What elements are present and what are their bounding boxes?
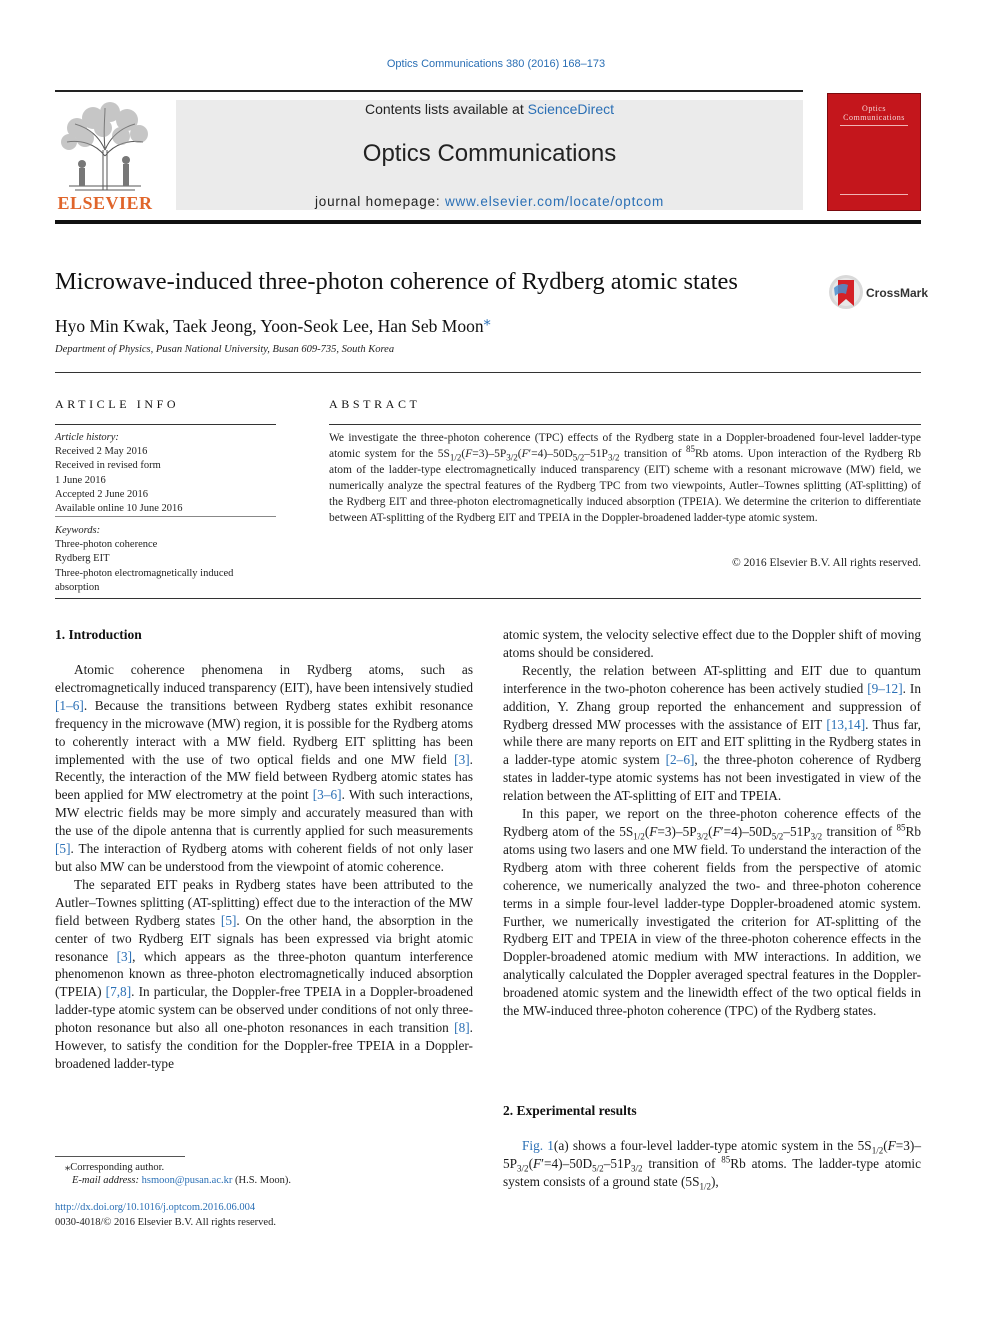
reference-link[interactable]: [3]	[116, 948, 133, 964]
history-label: Article history:	[55, 432, 119, 443]
keyword: absorption	[55, 581, 100, 593]
journal-citation[interactable]: Optics Communications 380 (2016) 168–173	[386, 58, 606, 70]
reference-link[interactable]: [9–12]	[867, 680, 903, 696]
issn-line: 0030-4018/© 2016 Elsevier B.V. All rights reserved.	[55, 1217, 276, 1228]
results-paragraph: Fig. 1(a) shows a four-level ladder-type atomic system in the $5S_{1/2}(F=3)-5P_{3/2}(F'=4)-50D_{5/2}-51P_{3/2}$ transition of $^{85}$Rb atoms. The ladder-type atomic system consists of a ground state $(5S_{1/2})$,	[503, 1138, 922, 1192]
body-column-right: atomic system, the velocity selective effect due to the Doppler shift of moving atoms should be considered. Recently, the relation between AT-splitting and EIT due to quantum interference in the two-photon coherence has been actively studied [9–12]. In addition, Y. Zhang group reported the enhancement and suppression of Rydberg dressed MW processes with the assistance of EIT [13,14]. Thus far, while there are many reports on EIT and EIT splitting in the Rydberg states in a ladder-type atomic system [2–6], the three-photon coherence of Rydberg states in ladder-type atomic systems has not been investigated in view of the relation between the AT-splitting of EIT and TPEIA. In this paper, we report on the three-photon coherence effects of the Rydberg atom of the $5S_{1/2}(F=3)-5P_{3/2}(F'=4)-50D_{5/2}-51P_{3/2}$ transition of $^{85}$Rb atoms using two lasers and one MW field. To understand the interaction of the Rydberg atom with three coherent fields from the perspective of atomic coherence, we numerically analyzed the two- and three-photon coherence terms in a simple four-level ladder-type Doppler-broadened atomic system. Further, we numerically investigated the criterion for AT-splitting of the Rydberg EIT and TPEIA in view of the three-photon coherence effects in the Doppler-broadened atomic medium with MW interactions. In addition, we analytically calculated the Doppler averaged spectral features in the Doppler-broadened atomic system and the linewidth effect of the two optical fields in the MW-induced three-photon coherence (TPC) of the Rydberg states.	[503, 627, 921, 1019]
title-divider	[55, 372, 921, 373]
keyword: Three-photon electromagnetically induced	[55, 567, 234, 579]
article-info-rule	[55, 424, 276, 425]
header-top-rule	[55, 90, 803, 92]
abstract-bottom-rule	[55, 598, 921, 599]
history-item: Accepted 2 June 2016	[55, 488, 149, 500]
publisher-wordmark: ELSEVIER	[57, 193, 153, 213]
cover-title-line2: Communications	[843, 113, 905, 122]
reference-link[interactable]: [2–6]	[665, 752, 695, 768]
homepage-link[interactable]: www.elsevier.com/locate/optcom	[444, 194, 665, 209]
reference-link[interactable]: [5]	[220, 912, 237, 928]
section-heading-introduction: 1. Introduction	[55, 627, 142, 642]
crossmark-label[interactable]: CrossMark	[866, 286, 929, 300]
author-list: Hyo Min Kwak, Taek Jeong, Yoon-Seok Lee, Han Seb Moon⁎	[55, 314, 491, 336]
cover-title-line1: Optics	[862, 104, 886, 113]
corresponding-author-note: ⁎Corresponding author.	[65, 1162, 165, 1173]
reference-link[interactable]: [5]	[55, 841, 71, 857]
sciencedirect-link[interactable]: ScienceDirect	[527, 101, 614, 117]
reference-link[interactable]: [1–6]	[55, 697, 84, 713]
reference-link[interactable]: [3]	[454, 751, 470, 767]
keyword: Three-photon coherence	[55, 539, 158, 551]
doi-link[interactable]: http://dx.doi.org/10.1016/j.optcom.2016.06.004	[55, 1202, 256, 1213]
cover-rule	[840, 194, 908, 195]
contents-line: Contents lists available at ScienceDirect	[364, 101, 614, 117]
article-history	[55, 431, 276, 516]
journal-name: Optics Communications	[362, 140, 617, 167]
email-line: E-mail address: hsmoon@pusan.ac.kr (H.S. Moon).	[72, 1175, 291, 1186]
history-rule	[55, 516, 276, 517]
abstract-heading: ABSTRACT	[329, 397, 421, 411]
journal-homepage: journal homepage: www.elsevier.com/locate/optcom	[314, 194, 665, 209]
article-info-heading: ARTICLE INFO	[55, 397, 180, 411]
section-heading-results: 2. Experimental results	[503, 1103, 637, 1118]
reference-link[interactable]: [7,8]	[105, 984, 132, 1000]
crossmark-icon[interactable]	[828, 274, 864, 310]
article-title: Microwave-induced three-photon coherence of Rydberg atomic states	[55, 268, 738, 295]
keyword: Rydberg EIT	[55, 553, 110, 565]
figure-link[interactable]: Fig. 1	[522, 1138, 554, 1153]
history-item: 1 June 2016	[55, 474, 106, 486]
reference-link[interactable]: [3–6]	[312, 787, 342, 803]
history-item: Received 2 May 2016	[55, 446, 148, 458]
cover-rule	[840, 125, 908, 126]
email-link[interactable]: hsmoon@pusan.ac.kr	[141, 1175, 233, 1186]
history-item: Received in revised form	[55, 460, 161, 472]
abstract-copyright: © 2016 Elsevier B.V. All rights reserved.	[732, 557, 921, 569]
keywords-label: Keywords:	[55, 525, 101, 536]
footnote-rule	[55, 1156, 185, 1157]
history-item: Available online 10 June 2016	[55, 503, 183, 515]
reference-link[interactable]: [8]	[454, 1020, 470, 1036]
body-column-left: Atomic coherence phenomena in Rydberg atoms, such as electromagnetically induced transparency (EIT), have been intensively studied [1–6]. Because the transitions between Rydberg states exhibit resonance frequency in the microwave (MW) region, it is possible for the Rydberg atoms to coherently interact with a MW field. Rydberg EIT splitting has been implemented with the use of two optical fields and one MW field [3]. Recently, the interaction of the MW field between Rydberg atomic states has been applied for MW electrometry at the point [3–6]. With such interactions, MW electric fields may be more simply and accurately measured than with the use of the dipole antenna that is currently applied for such measurements [5]. The interaction of Rydberg atoms with coherent fields of not only laser but also MW can be understood from the viewpoint of atomic coherence. The separated EIT peaks in Rydberg states have been attributed to the Autler–Townes splitting (AT-splitting) effect due to the interaction of the MW field between Rydberg states [5]. On the other hand, the absorption in the center of two Rydberg EIT signals has been expressed via bright atomic resonance [3], which appears as the three-photon quantum interference phenomenon known as three-photon electromagnetically induced absorption (TPEIA) [7,8]. In particular, the Doppler-free TPEIA in a Doppler-broadened ladder-type atomic system can be observed under conditions of not only three-photon resonance but also all one-photon resonances in each transition [8]. However, to satisfy the condition for the Doppler-free TPEIA in a Doppler-broadened ladder-type	[55, 662, 473, 1071]
affiliation: Department of Physics, Pusan National University, Busan 609-735, South Korea	[55, 344, 395, 355]
journal-cover-thumbnail[interactable]	[827, 93, 921, 211]
abstract-text: We investigate the three-photon coherence (TPC) effects of the Rydberg state in a Doppler-broadened four-level ladder-type atomic system for the $5S_{1/2}(F=3)-5P_{3/2}(F'=4)-50D_{5/2}-51P_{3/2}$ transition of $^{85}$Rb atoms. Upon interaction of the Rydberg Rb atom of the ladder-type electromagnetically induced transparency (EIT) scheme with a resonant microwave (MW) field, we numerically analyze the spectral features of the Rydberg TPC from two viewpoints, Autler–Townes splitting (AT-splitting) of the Rydberg EIT and three-photon electromagnetically induced absorption (TPEIA). We determine the criterion to differentiate between AT-splitting of the Rydberg EIT and TPEIA in the Doppler-broadened ladder-type atomic system.	[329, 432, 922, 524]
corresponding-author-mark[interactable]: ⁎	[483, 314, 491, 329]
keywords	[55, 524, 276, 595]
reference-link[interactable]: [13,14]	[826, 716, 866, 732]
header-bottom-rule	[55, 220, 921, 224]
abstract-rule	[329, 424, 921, 425]
